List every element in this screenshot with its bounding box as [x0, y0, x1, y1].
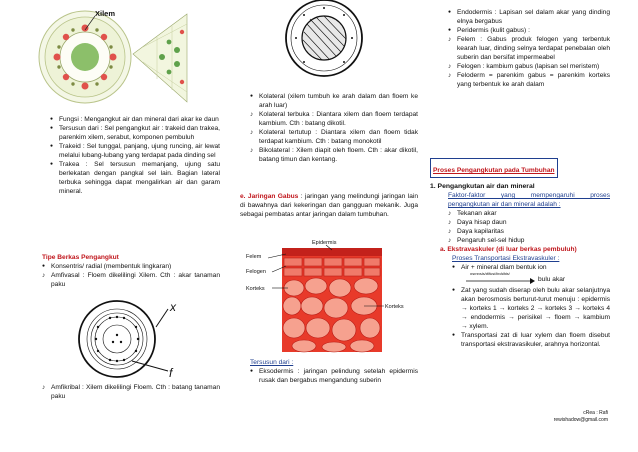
- arrow-icon: [466, 277, 536, 285]
- felogen-item: ♪ Felogen : kambium gabus (lapisan sel meristem): [448, 62, 610, 71]
- label-felem: Felem: [246, 254, 262, 260]
- proses-title: Proses Pengangkutan pada Tumbuhan: [433, 167, 555, 174]
- label-epidermis: Epidermis: [312, 240, 337, 246]
- tipe-berkas-title: Tipe Berkas Pengangkut: [42, 254, 119, 261]
- jaringan-gabus-title: e. Jaringan Gabus: [240, 193, 299, 200]
- feloderm-item: ♪ Feloderm = parenkim gabus = parenkim korteks yang terbentuk ke arah dalam: [448, 71, 610, 89]
- proses-transport-title: Proses Transportasi Ekstravaskuler :: [452, 255, 560, 262]
- osmosis-label: osmosis/difusi/imbibisi: [470, 271, 510, 276]
- kolateral-terbuka-item: ♪ Kolateral terbuka : Diantara xilem dan floem terdapat kambium. Cth : batang dikotil.: [250, 110, 418, 128]
- tersusun-item: ● Tersusun dari : Sel pengangkut air : trakeid dan trakea, parenkim xilem, serabut, komponen pembuluh: [50, 124, 220, 142]
- zat-item: ● Zat yang sudah diserap oleh bulu akar selanjutnya akan berosmosis berturut-turut menuju : epidermis → korteks 1 → korteks 2 → korteks 3 → korteks 4 → endodermis → perisikel → floem → kambium → xylem.: [452, 286, 610, 331]
- factor-item: ♪ Daya hisap daun: [448, 218, 610, 227]
- trakea-item: ● Trakea : Sel tersusun memanjang, ujung satu berlekatan dengan pangkal sel lain. Bagian lateral terbuka sehingga dapat mengalirkan air dan garam mineral.: [50, 160, 220, 196]
- tersusun-dari-title: Tersusun dari :: [250, 359, 294, 366]
- transport-list: [430, 263, 610, 349]
- konsentris-diagram: [72, 297, 192, 382]
- kolateral-tertutup-item: ♪ Kolateral tertutup : Diantara xilem dan floem tidak terdapat kambium. Cth : batang monokotil: [250, 128, 418, 146]
- diagram-f-label: f: [169, 366, 173, 380]
- factor-item: ♪ Tekanan akar: [448, 209, 610, 218]
- amfikribal-item: ♪ Amfikribal : Xilem dikelilingi Floem. Cth : batang tanaman paku: [42, 383, 220, 401]
- section-1-heading: 1. Pengangkutan air dan mineral: [430, 183, 535, 190]
- xilem-label: Xilem: [95, 9, 116, 18]
- konsentris-item: ● Konsentris/ radial (membentuk lingkaran): [42, 262, 220, 271]
- label-korteks-left: Korteks: [246, 286, 265, 292]
- transportasi-item: ● Transportasi zat di luar xylem dan floem disebut transportasi ekstravasikuler, arahnya horizontal.: [452, 331, 610, 349]
- felem-item: ♪ Felem : Gabus produk felogen yang terbentuk kearah luar, dinding selnya terdapat penebalan oleh suberin dan bersifat impermeabel: [448, 35, 610, 62]
- endodermis-item: ● Endodermis : Lapisan sel dalam akar yang dinding elnya bergabus: [448, 8, 610, 26]
- osmosis-arrow-row: [452, 272, 610, 286]
- jaringan-gabus-paragraph: [240, 192, 418, 219]
- bikolateral-item: ♪ Bikolateral : Xilem diapit oleh floem. Cth : akar dikotil, batang timun dan kentang.: [250, 146, 418, 164]
- kolateral-item: ● Kolateral (xilem tumbuh ke arah dalam dan floem ke arah luar): [250, 92, 418, 110]
- diagram-x-label: x: [170, 300, 176, 314]
- factor-item: ♪ Pengaruh sel-sel hidup: [448, 236, 610, 245]
- credit-name: cRea : Rafi: [583, 410, 608, 416]
- kolateral-diagram: [274, 0, 384, 84]
- amfivasal-item: ♪ Amfivasal : Floem dikelilingi Xilem. Cth : akar tanaman paku: [42, 271, 220, 289]
- jaringan-gabus-text: : jaringan yang melindungi jaringan lain di bawahnya dari kekeringan dan gangguan mekanik. Juga sebagai pembatas antar jaringan dalam tumbuhan.: [240, 193, 418, 218]
- proses-title-box: [430, 158, 558, 178]
- label-korteks-right: Korteks: [385, 304, 404, 310]
- trakeid-item: ● Trakeid : Sel tunggal, panjang, ujung runcing, air lewat melalui lubang-lubang yang terdapat pada dinding sel: [50, 142, 220, 160]
- xilem-root-diagram: [37, 2, 217, 112]
- bulu-akar-label: bulu akar: [538, 276, 566, 283]
- faktor-title: Faktor-faktor yang mempengaruhi proses pengangkutan air dan mineral adalah :: [448, 192, 610, 208]
- ekstravaskuler-heading: a. Ekstravaskuler (di luar berkas pembuluh): [440, 246, 577, 253]
- peridermis-item: ● Peridermis (kulit gabus) :: [448, 26, 610, 35]
- jaringan-gabus-diagram: [246, 236, 406, 354]
- label-felogen: Felogen: [246, 269, 266, 275]
- credit-block: [490, 410, 608, 424]
- air-mineral-item: ● Air + mineral dlam bentuk ion: [452, 263, 610, 272]
- fungsi-item: ● Fungsi : Mengangkut air dan mineral dari akar ke daun: [50, 115, 220, 124]
- credit-email: rewishadow@gmail.com: [553, 417, 608, 423]
- factor-item: ♪ Daya kapilaritas: [448, 227, 610, 236]
- eksodermis-item: ● Eksodermis : jaringan pelindung setelah epidermis rusak dan bergabus mengandung suberin: [250, 367, 418, 385]
- factor-list: [430, 209, 610, 245]
